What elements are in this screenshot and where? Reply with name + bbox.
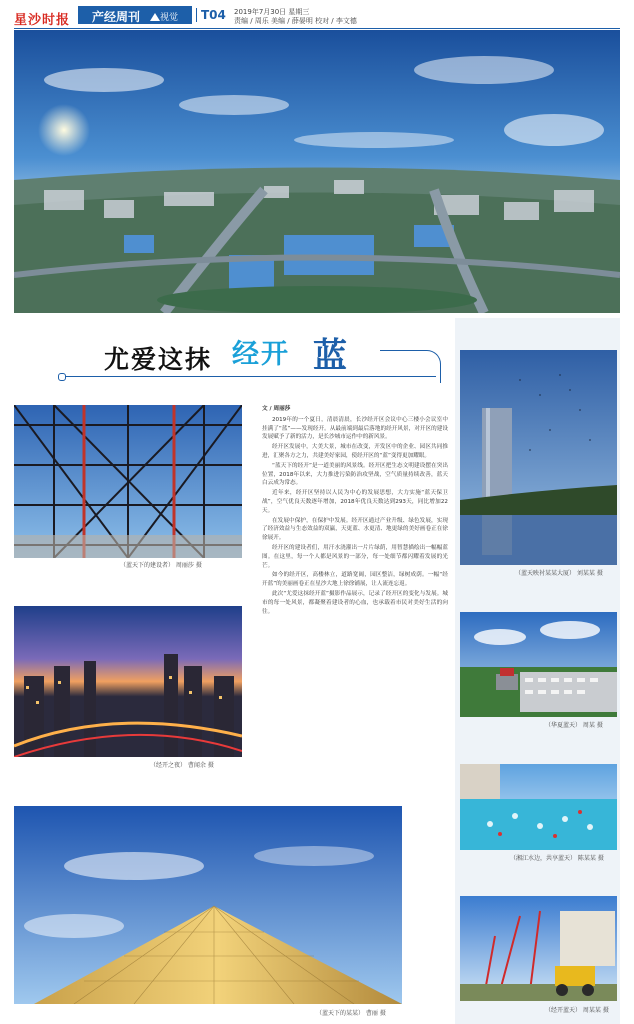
parking-photo <box>460 612 617 717</box>
pool-caption: （湘江水边，共享蓝天） 陈某某 摄 <box>510 855 604 862</box>
night-city-photo <box>14 606 242 757</box>
pyramid-photo <box>14 806 402 1004</box>
article-paragraph: 此次“尤爱这抹经开蓝”摄影作品展示，记录了经开区的变化与发展。城市的每一处风景，都凝聚着建设者的心血，也承载着市民对美好生活的向往。 <box>262 590 448 615</box>
machine-photo <box>460 896 617 1001</box>
tower-caption: （蓝天映衬某某大厦） 刘某某 摄 <box>515 570 603 577</box>
article-body <box>262 405 448 617</box>
subsection-title: 视觉 <box>160 13 179 23</box>
steel-caption: （蓝天下的建设者） 周丽莎 摄 <box>120 562 202 569</box>
article-byline: 文 / 周丽莎 <box>262 406 291 412</box>
newspaper-brand: 星沙时报 <box>14 13 71 28</box>
tower-photo <box>460 350 617 565</box>
triangle-icon <box>150 13 160 21</box>
header-rule <box>14 28 620 29</box>
date-staff-block <box>234 8 357 26</box>
hero-panorama-photo <box>14 30 620 313</box>
staff-line: 责编 / 周乐 美编 / 薛晏明 校对 / 李文德 <box>234 17 357 25</box>
section-title: 产经周刊 <box>92 10 141 24</box>
article-paragraph: 经开区的建设者们，用汗水浇灌出一片片绿荫，用智慧描绘出一幅幅蓝图。在这里，每一个人都是风景的一部分，每一处细节都闪耀着发展的光芒。 <box>262 544 448 569</box>
article-paragraph: “蓝天下的经开”是一道美丽的风景线。经开区把生态文明建设摆在突出位置，2018年以来，大力推进污染防治攻坚战，空气质量持续改善，蓝天白云成为常态。 <box>262 462 448 487</box>
headline-curve <box>380 350 441 383</box>
headline-part1: 尤爱这抹 <box>104 345 213 374</box>
headline-rule-dot <box>58 373 66 381</box>
article-paragraph: 如今的经开区，高楼林立，道路宽阔，园区整洁，绿树成荫。一幅“经开蓝”的美丽画卷正在星沙大地上徐徐铺展，让人流连忘返。 <box>262 572 448 588</box>
page-number: T04 <box>196 8 226 22</box>
steel-structure-photo <box>14 405 242 558</box>
headline-part2: 经开 <box>232 339 290 370</box>
article-paragraph: 近年来，经开区坚持以人民为中心的发展思想，大力实施“蓝天保卫战”，空气优良天数逐年增加，2018年优良天数达到293天，同比增加22天。 <box>262 490 448 514</box>
headline-part3: 蓝 <box>313 336 347 376</box>
pool-photo <box>460 764 617 850</box>
date-line: 2019年7月30日 星期三 <box>234 8 310 16</box>
machine-caption: （经开蓝天） 周某某 摄 <box>545 1007 609 1014</box>
parking-caption: （华夏蓝天） 周某 摄 <box>545 722 603 729</box>
article-paragraph: 在发展中保护，在保护中发展。经开区通过产业升级、绿色发展，实现了经济效益与生态效益的双赢，天更蓝、水更清、地更绿的美好画卷正在徐徐展开。 <box>262 517 448 542</box>
article-paragraph: 2019年的一个夏日，清晨清晨，长沙经开区会议中心三楼小会议室中挂满了“蓝”——发现经开。从最前端到最后落地的经开风景，对开区的建设发展赋予了新的活力，是长沙城市运作中的新风景。 <box>262 416 448 441</box>
pyramid-caption: （蓝天下的某某） 曹丽 摄 <box>316 1010 386 1017</box>
night-caption: （经开之夜） 曹闻余 摄 <box>150 762 214 769</box>
article-paragraph: 经开区发展中，大美大景，城市在改变，开发区中的企业、园区共同推进，汇聚各方之力，共建美好家园，使经开区的“蓝”变得更加耀眼。 <box>262 444 448 459</box>
